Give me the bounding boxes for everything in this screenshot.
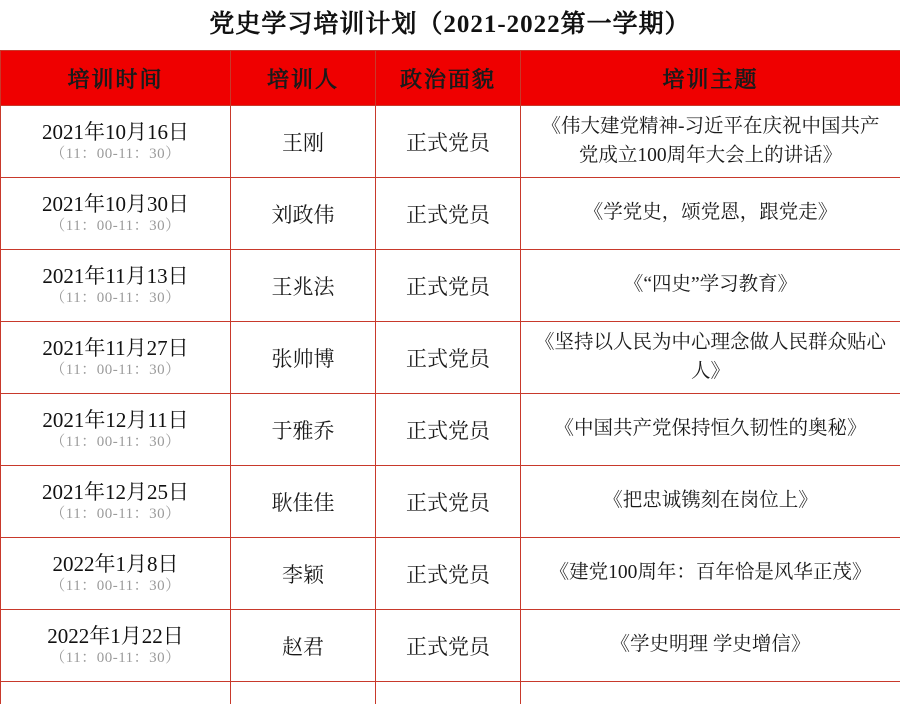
cell-time [1,178,231,250]
cell-topic: 《建党100周年：百年恰是风华正茂》 [521,538,900,610]
training-time-range: （11：00-11：30） [9,649,222,669]
cell-topic: 《把忠诚镌刻在岗位上》 [521,466,900,538]
table-row [1,394,900,466]
training-time-range: （11：00-11：30） [9,289,222,309]
training-time-range: （11：00-11：30） [9,433,222,453]
cell-person: 张帅博 [231,322,376,394]
training-date: 2021年12月11日 [9,407,222,433]
cell-person: 王兆法 [231,250,376,322]
cell-topic: 《学史明理 学史增信》 [521,610,900,682]
training-date: 2021年12月25日 [9,479,222,505]
column-header-time: 培训时间 [1,51,231,106]
cell-person: 王刚 [231,106,376,178]
cell-person: 赵君 [231,610,376,682]
table-body [1,106,900,704]
cell-status [376,682,521,704]
cell-person: 李颖 [231,538,376,610]
table-row [1,610,900,682]
training-date: 2022年1月22日 [9,623,222,649]
cell-topic: 《坚持以人民为中心理念做人民群众贴心人》 [521,322,900,394]
column-header-status: 政治面貌 [376,51,521,106]
cell-topic [521,682,900,704]
cell-time [1,682,231,704]
training-time-range: （11：00-11：30） [9,361,222,381]
training-time-range: （11：00-11：30） [9,577,222,597]
cell-topic: 《“四史”学习教育》 [521,250,900,322]
cell-status: 正式党员 [376,538,521,610]
cell-status: 正式党员 [376,394,521,466]
training-time-range: （11：00-11：30） [9,505,222,525]
cell-person [231,682,376,704]
cell-time [1,250,231,322]
training-date: 2022年1月8日 [9,551,222,577]
table-row-partial [1,682,900,704]
cell-status: 正式党员 [376,178,521,250]
cell-status: 正式党员 [376,610,521,682]
table-row [1,538,900,610]
training-time-range: （11：00-11：30） [9,145,222,165]
column-header-person: 培训人 [231,51,376,106]
training-date: 2021年11月27日 [9,335,222,361]
cell-time [1,610,231,682]
table-row [1,322,900,394]
cell-topic: 《学党史，颂党恩，跟党走》 [521,178,900,250]
table-row [1,466,900,538]
training-time-range: （11：00-11：30） [9,217,222,237]
cell-status: 正式党员 [376,322,521,394]
cell-time [1,106,231,178]
table-header [1,51,900,106]
training-plan-table [0,50,900,704]
cell-status: 正式党员 [376,250,521,322]
cell-time [1,322,231,394]
cell-time [1,394,231,466]
cell-status: 正式党员 [376,466,521,538]
cell-person: 耿佳佳 [231,466,376,538]
column-header-topic: 培训主题 [521,51,900,106]
cell-topic: 《伟大建党精神-习近平在庆祝中国共产党成立100周年大会上的讲话》 [521,106,900,178]
table-header-row [1,51,900,106]
table-row [1,106,900,178]
table-row [1,250,900,322]
cell-person: 刘政伟 [231,178,376,250]
cell-topic: 《中国共产党保持恒久韧性的奥秘》 [521,394,900,466]
cell-status: 正式党员 [376,106,521,178]
training-date: 2021年10月16日 [9,119,222,145]
cell-time [1,466,231,538]
page-title: 党史学习培训计划（2021-2022第一学期） [0,0,900,50]
training-date: 2021年11月13日 [9,263,222,289]
training-date: 2021年10月30日 [9,191,222,217]
cell-person: 于雅乔 [231,394,376,466]
cell-time [1,538,231,610]
table-row [1,178,900,250]
